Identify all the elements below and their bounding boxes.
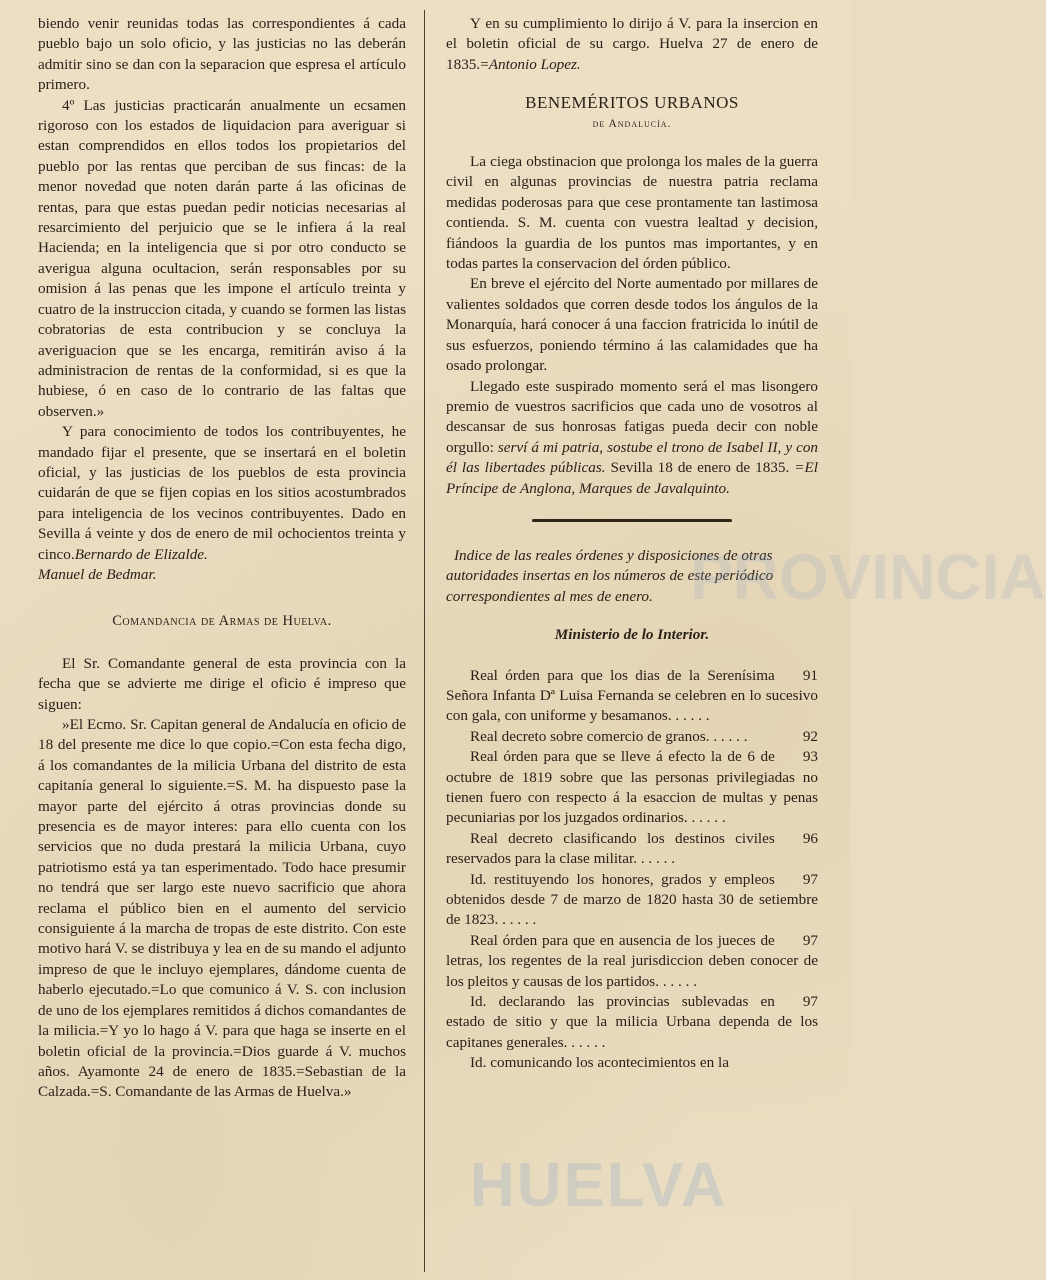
right-paragraph-1-text: Y en su cumplimiento lo dirijo á V. para la insercion en el boletin oficial de su cargo. Huelva 27 de enero de 1835.= xyxy=(446,15,818,73)
signature-bedmar: Manuel de Bedmar. xyxy=(38,565,157,583)
section-heading-comandancia: Comandancia de Armas de Huelva. xyxy=(112,613,332,630)
watermark-provincia: PROVINCIA xyxy=(690,541,1046,613)
left-paragraph-2: 4º Las justicias practicarán anualmente un ecsamen rigoroso con los estados de liquidacion para averiguar si estan comprendidos en ellos todos los propietarios del pueblo por las rentas que perciban de sus fincas: de la menor novedad que noten darán parte á las oficinas de rentas, para que estas puedan pedir noticias necesarias al resarcimiento del perjuicio que se le infiera á la real Hacienda; en la inteligencia que si por otro conducto se averigua alguna ocultacion, serán responsables por su omision á las penas que les impone el artículo treinta y cuatro de la instruccion citada, y cuando se formen las listas cobratorias de esta contribucion y se concluya la averiguacion que se les encarga, remitirán aviso á la administracion de rentas de la conformidad, si es que la hubiese, ó en caso de lo contrario de las faltas que observen.» xyxy=(38,96,406,420)
index-entry-text: Id. comunicando los acontecimientos en la xyxy=(470,1054,729,1072)
right-paragraph-2: La ciega obstinacion que prolonga los males de la guerra civil en algunas provincias de nuestra patria reclama medidas poderosas para que cese prontamente tan lastimosa contienda. S. M. cuenta con vuestra lealtad y decision, fiándoos la guardia de los puntos mas importantes, y en todas partes la conservacion del órden público. xyxy=(446,153,818,273)
signature-elizalde: Bernardo de Elizalde. xyxy=(74,545,208,563)
index-heading: Indice de las reales órdenes y disposiciones de otras autoridades insertas en los números de este periódico correspondientes al mes de enero. xyxy=(446,546,774,605)
index-entry-text: Real órden para que los dias de la Serenísima Señora Infanta Dª Luisa Fernanda se celebren en lo sucesivo con gala, con uniforme y besamanos. . . . . . xyxy=(446,666,818,725)
index-list xyxy=(446,666,818,1074)
index-entry xyxy=(446,829,818,870)
index-entry-page: 97 xyxy=(802,870,818,888)
index-entry-page: 97 xyxy=(802,993,818,1011)
right-paragraph-1 xyxy=(446,14,818,75)
index-entry-page: 93 xyxy=(802,748,818,766)
left-paragraph-3-text: Y para conocimiento de todos los contribuyentes, he mandado fijar el presente, que se insertará en el boletin oficial, y las justicias de los pueblos de esta provincia cuidarán de que se fijen copias en los sitios acostumbrados para inteligencia de los vecinos contribuyentes. Dado en Sevilla á veinte y dos de enero de mil ochocientos treinta y cinco. xyxy=(38,423,406,563)
index-entry xyxy=(446,727,818,747)
index-entry-page: 96 xyxy=(802,829,818,847)
index-entry-text: Id. declarando las provincias sublevadas en estado de sitio y que la milicia Urbana dependa de los capitanes generales. . . . . . xyxy=(446,993,818,1051)
index-entry-text: Real órden para que se lleve á efecto la de 6 de octubre de 1819 sobre que las personas privilegiadas no tienen fuero con respecto á la esaccion de multas y penas pecuniarias por los juzgados ordinarios. . . . . . xyxy=(446,748,818,827)
left-paragraph-3 xyxy=(38,422,406,565)
left-paragraph-1: biendo venir reunidas todas las correspondientes á cada pueblo bajo un solo oficio, y las justicias no las deberán admitir sino se dan con la separacion que espresa el artículo primero. xyxy=(38,15,406,94)
section-heading-urbanos: BENEMÉRITOS URBANOS xyxy=(525,93,739,113)
right-paragraph-3: En breve el ejército del Norte aumentado por millares de valientes soldados que corren desde todos los ángulos de la Monarquía, hará conocer á una faccion fratricida lo inútil de sus esfuerzos, poniendo término á las calamidades que ha osado prolongar. xyxy=(446,275,818,375)
index-entry xyxy=(446,931,818,992)
section-subheading-andalucia: de Andalucía. xyxy=(592,117,672,130)
index-entry xyxy=(446,1053,818,1073)
right-column xyxy=(446,14,818,1074)
index-entry-page: 92 xyxy=(802,727,818,745)
index-entry-text: Real decreto sobre comercio de granos. . . . . . xyxy=(470,727,748,745)
index-entry-page: 97 xyxy=(802,931,818,949)
quote-patria: serví á mi patria, sostube el trono de Isabel II, y con él las libertades públicas. xyxy=(446,438,819,477)
index-entry xyxy=(446,870,818,931)
left-paragraph-5: »El Ecmo. Sr. Capitan general de Andalucía en oficio de 18 del presente me dice lo que copio.=Con esta fecha digo, á los comandantes de la milicia Urbana del distrito de esta capitanía general lo siguiente.=S. M. ha dispuesto pase la mayor parte del ejército á otras provincias donde su presencia es de mayor interes: para ello cuenta con los servicios que no duda prestará la milicia Urbana, cuyo patriotismo está ya tan esperimentado. Todo hace presumir no tendrá que ser largo este nuevo sacrificio que ahora reclama el público bien en el aumento del servicio consiguiente á la marcha de tropas de este distrito. Con este motivo hará V. se distribuya y lea en de su mando el adjunto impreso de que le incluyo ejemplares, dándome cuenta de haberlo ejecutado.=Lo que comunico á V. S. con inclusion de uno de los ejemplares remitidos á dichos comandantes de la milicia.=Y yo lo hago á V. para que haga se inserte en el boletin oficial de la provincia.=Dios guarde á V. muchos años. Ayamonte 24 de enero de 1835.=Sebastian de la Calzada.=S. Comandante de las Armas de Huelva.» xyxy=(38,716,406,1101)
index-entry-text: Real decreto clasificando los destinos civiles reservados para la clase militar. . . . . . xyxy=(446,829,775,868)
signature-lopez: Antonio Lopez. xyxy=(488,55,581,73)
right-paragraph-4 xyxy=(446,377,818,499)
index-entry-page: 91 xyxy=(802,666,818,684)
watermark-huelva: HUELVA xyxy=(470,1151,728,1220)
column-divider xyxy=(424,10,425,1272)
left-paragraph-4: El Sr. Comandante general de esta provincia con la fecha que se advierte me dirige el oficio é impreso que siguen: xyxy=(38,654,406,713)
index-entry xyxy=(446,666,818,727)
index-entry-text: Real órden para que en ausencia de los jueces de letras, los regentes de la real jurisdiccion deben conocer de los pleitos y causas de los partidos. . . . . . xyxy=(446,931,818,990)
section-rule xyxy=(532,519,732,522)
right-paragraph-4-end: Sevilla 18 de enero de 1835. xyxy=(605,459,790,477)
index-entry xyxy=(446,992,818,1053)
index-entry-text: Id. restituyendo los honores, grados y empleos obtenidos desde 7 de marzo de 1820 hasta 30 de setiembre de 1823. . . . . . xyxy=(446,870,818,929)
left-column xyxy=(38,14,406,1103)
right-paragraph-4-text: Llegado este suspirado momento será el mas lisongero premio de vuestros sacrificios que cada uno de vosotros al descansar de sus honrosas fatigas pueda decir con noble orgullo: xyxy=(446,377,818,456)
ministry-heading: Ministerio de lo Interior. xyxy=(554,626,710,644)
index-entry xyxy=(446,747,818,829)
signature-anglona: =El Príncipe de Anglona, Marques de Javalquinto. xyxy=(446,459,818,497)
